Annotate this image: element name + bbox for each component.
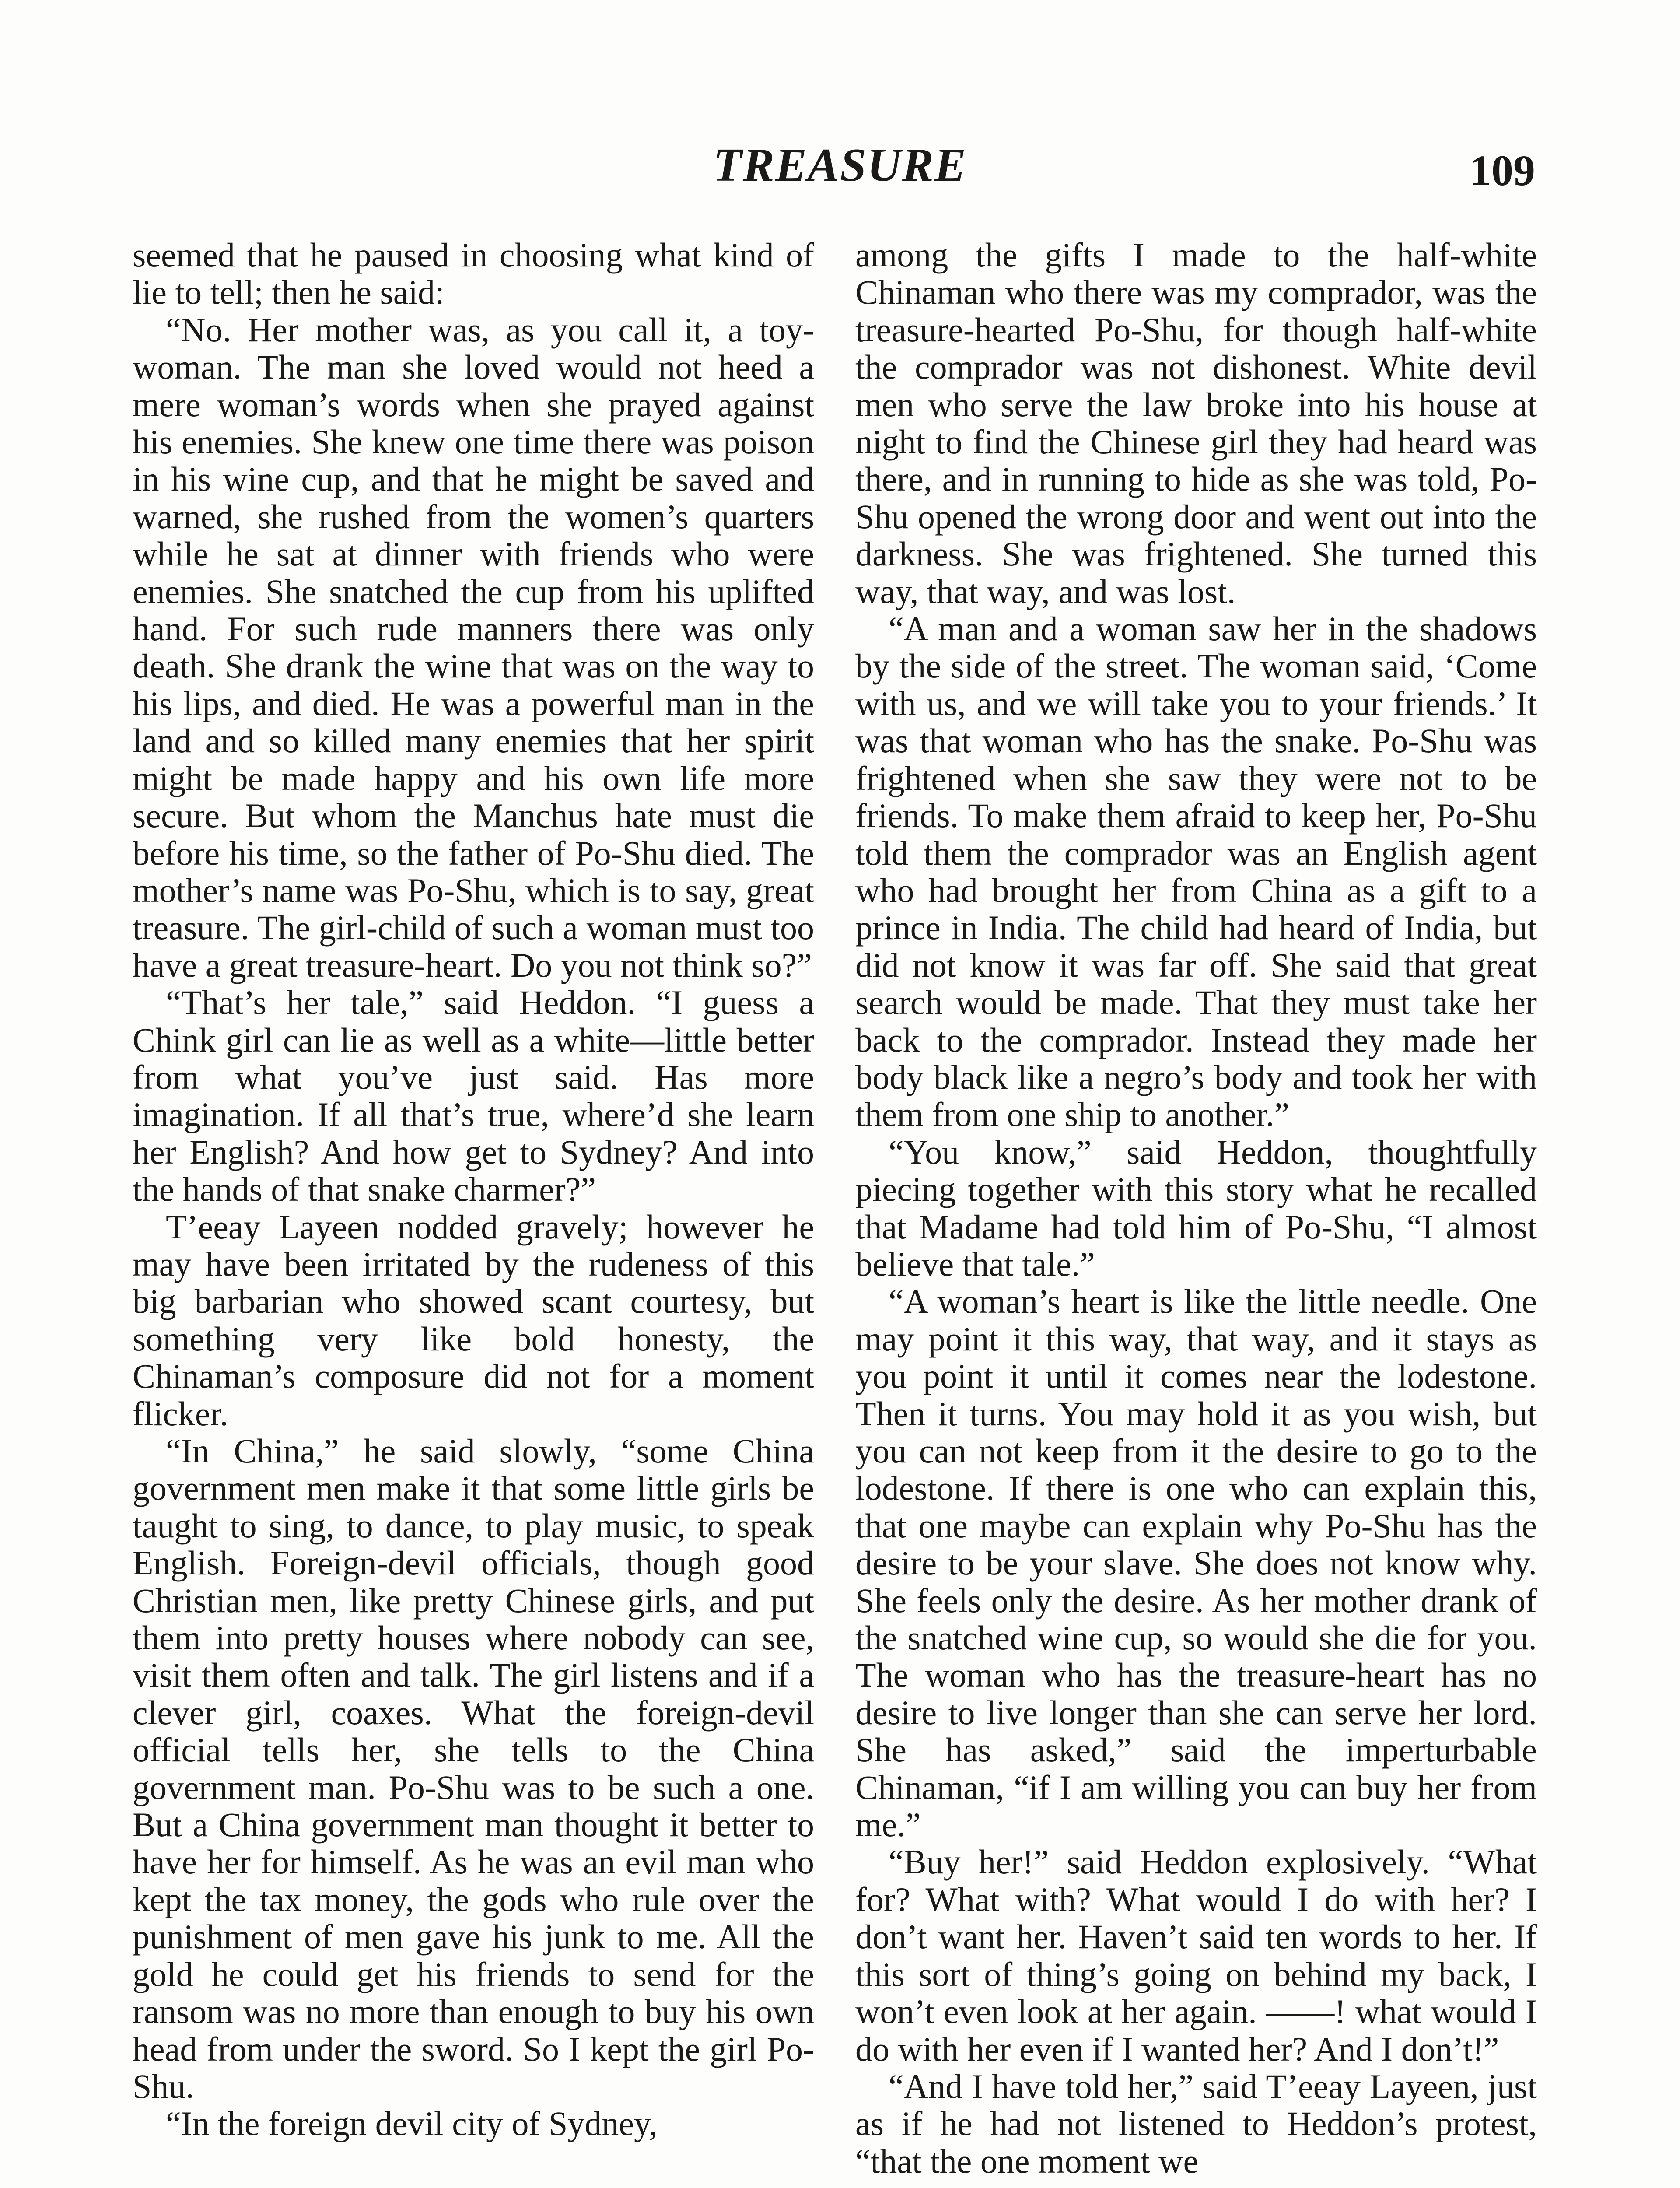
paragraph: “A man and a woman saw her in the shadows by the side of the street. The woman said, ‘Come with us, and we will take you to your friends.’ It was that woman who has the snake. Po-Shu was frightened when she saw they were not to be friends. To make them afraid to keep her, Po-Shu told them the comprador was an English agent who had brought her from China as a gift to a prince in India. The child had heard of India, but did not know it was far off. She said that great search would be made. That they must take her back to the comprador. Instead they made her body black like a negro’s body and took her with them from one ship to another.” — [855, 610, 1537, 1134]
left-column — [133, 236, 814, 2142]
paragraph: T’eeay Layeen nodded gravely; however he may have been irritated by the rudeness of this big barbarian who showed scant courtesy, but something very like bold honesty, the Chinaman’s composure did not for a moment flicker. — [133, 1207, 814, 1433]
paragraph: “And I have told her,” said T’eeay Layeen, just as if he had not listened to Heddon’s protest, “that the one moment we — [855, 2067, 1537, 2180]
paragraph: “In China,” he said slowly, “some China government men make it that some little girls be taught to sing, to dance, to play music, to speak English. Foreign-devil officials, though good Christian men, like pretty Chinese girls, and put them into pretty houses where nobody can see, visit them often and talk. The girl listens and if a clever girl, coaxes. What the foreign-devil official tells her, she tells to the China government man. Po-Shu was to be such a one. But a China government man thought it better to have her for himself. As he was an evil man who kept the tax money, the gods who rule over the punishment of men gave his junk to me. All the gold he could get his friends to send for the ransom was no more than enough to buy his own head from under the sword. So I kept the girl Po-Shu. — [133, 1432, 814, 2105]
paragraph: seemed that he paused in choosing what kind of lie to tell; then he said: — [133, 236, 814, 312]
paragraph: “You know,” said Heddon, thoughtfully piecing together with this story what he recalled that Madame had told him of Po-Shu, “I almost believe that tale.” — [855, 1133, 1537, 1283]
paragraph: “That’s her tale,” said Heddon. “I guess a Chink girl can lie as well as a white—little better from what you’ve just said. Has more imagination. If all that’s true, where’d she learn her English? And how get to Sydney? And into the hands of that snake charmer?” — [133, 983, 814, 1209]
paragraph: “Buy her!” said Heddon explosively. “What for? What with? What would I do with her? I don’t want her. Haven’t said ten words to her. If this sort of thing’s going on behind my back, I won’t even look at her again. ——! what would I do with her even if I wanted her? And I don’t!” — [855, 1843, 1537, 2068]
page-number: 109 — [1470, 146, 1535, 195]
running-title: TREASURE — [713, 139, 967, 191]
paragraph: “In the foreign devil city of Sydney, — [166, 2104, 658, 2143]
paragraph: among the gifts I made to the half-white Chinaman who there was my comprador, was the treasure-hearted Po-Shu, for though half-white the comprador was not dishonest. White devil men who serve the law broke into his house at night to find the Chinese girl they had heard was there, and in running to hide as she was told, Po-Shu opened the wrong door and went out into the darkness. She was frightened. She turned this way, that way, and was lost. — [855, 236, 1537, 610]
paragraph: “No. Her mother was, as you call it, a toy-woman. The man she loved would not heed a mere woman’s words when she prayed against his enemies. She knew one time there was poison in his wine cup, and that he might be saved and warned, she rushed from the women’s quarters while he sat at dinner with friends who were enemies. She snatched the cup from his uplifted hand. For such rude manners there was only death. She drank the wine that was on the way to his lips, and died. He was a powerful man in the land and so killed many enemies that her spirit might be made happy and his own life more secure. But whom the Manchus hate must die before his time, so the father of Po-Shu died. The mother’s name was Po-Shu, which is to say, great treasure. The girl-child of such a woman must too have a great treasure-heart. Do you not think so?” — [133, 310, 814, 984]
right-column — [855, 236, 1537, 2180]
paragraph: “A woman’s heart is like the little needle. One may point it this way, that way, and it stays as you point it until it comes near the lodestone. Then it turns. You may hold it as you wish, but you can not keep from it the desire to go to the lodestone. If there is one who can explain this, that one maybe can explain why Po-Shu has the desire to be your slave. She does not know why. She feels only the desire. As her mother drank of the snatched wine cup, so would she die for you. The woman who has the treasure-heart has no desire to live longer than she can serve her lord. She has asked,” said the imperturbable Chinaman, “if I am willing you can buy her from me.” — [855, 1282, 1537, 1844]
